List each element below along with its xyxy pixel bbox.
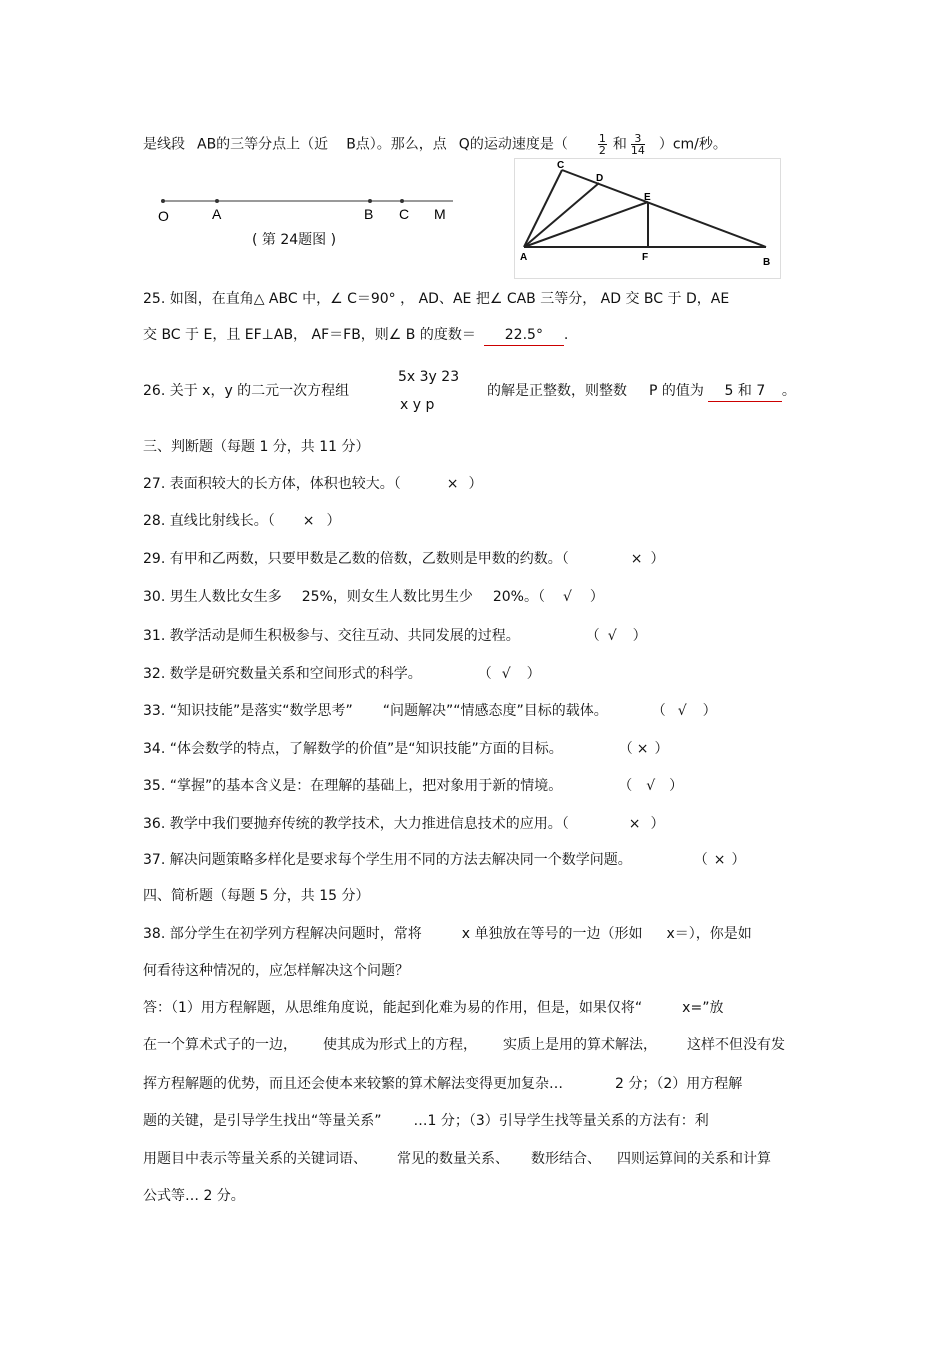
q28: 28. 直线比射线长。（ × ） bbox=[143, 513, 341, 529]
point-a bbox=[215, 199, 219, 203]
q36: 36. 教学中我们要抛弃传统的教学技术，大力推进信息技术的应用。（ × ） bbox=[143, 816, 665, 832]
label-e: E bbox=[644, 192, 651, 203]
q36-mark: × bbox=[628, 816, 641, 832]
section-3-heading: 三、判断题（每题 1 分，共 11 分） bbox=[143, 439, 370, 455]
section-4-heading: 四、简析题（每题 5 分，共 15 分） bbox=[143, 888, 370, 904]
q35-mark: √ bbox=[646, 778, 656, 794]
figure-25-triangle bbox=[514, 158, 782, 280]
label-m: M bbox=[434, 206, 446, 222]
q26-equation-2: x y p bbox=[400, 397, 435, 413]
q38-line2: 何看待这种情况的，应怎样解决这个问题？ bbox=[143, 963, 409, 979]
q34-mark: × bbox=[636, 741, 649, 757]
q30: 30. 男生人数比女生多 25%，则女生人数比男生少 20%。（ √ ） bbox=[143, 589, 604, 605]
q25-line1: 25. 如图，在直角△ ABC 中，∠ C＝90° ， AD、AE 把∠ CAB 三等分， AD 交 BC 于 D，AE bbox=[143, 291, 730, 307]
label-c: C bbox=[557, 160, 565, 171]
q33-mark: √ bbox=[677, 703, 687, 719]
q25-line2: 交 BC 于 E，且 EF⊥AB， AF＝FB，则∠ B 的度数＝ 22.5° . bbox=[143, 325, 568, 346]
point-o bbox=[161, 199, 165, 203]
q33: 33. “知识技能”是落实“数学思考” “问题解决”“情感态度”目标的载体。 （ √ ） bbox=[143, 703, 717, 719]
q37: 37. 解决问题策略多样化是要求每个学生用不同的方法去解决同一个数学问题。 （ × ） bbox=[143, 852, 746, 868]
q26-answer: 5 和 7 bbox=[708, 381, 782, 402]
q30-mark: √ bbox=[562, 589, 572, 605]
q32: 32. 数学是研究数量关系和空间形式的科学。 （ √ ） bbox=[143, 666, 541, 682]
point-b bbox=[368, 199, 372, 203]
label-a: A bbox=[212, 206, 222, 222]
q29-mark: × bbox=[630, 551, 643, 567]
q29: 29. 有甲和乙两数，只要甲数是乙数的倍数，乙数则是甲数的约数。（ × ） bbox=[143, 551, 665, 567]
point-c bbox=[400, 199, 404, 203]
label-b: B bbox=[763, 257, 771, 268]
q38-answer-line1: 答：（1）用方程解题，从思维角度说，能起到化难为易的作用，但是，如果仅将“ x=”放 bbox=[143, 1000, 724, 1016]
q26-equation-1: 5x 3y 23 bbox=[398, 369, 460, 385]
q38-answer-line2: 在一个算术式子的一边， 使其成为形式上的方程， 实质上是用的算术解法， 这样不但没有发 bbox=[143, 1037, 785, 1053]
q35: 35. “掌握”的基本含义是：在理解的基础上，把对象用于新的情境。 （ √ ） bbox=[143, 778, 684, 794]
q32-mark: √ bbox=[501, 666, 511, 682]
q31: 31. 教学活动是师生积极参与、交往互动、共同发展的过程。 （ √ ） bbox=[143, 628, 647, 644]
label-c: C bbox=[399, 206, 410, 222]
q38-answer-line4: 题的关键，是引导学生找出“等量关系” …1 分；（3）引导学生找等量关系的方法有：利 bbox=[143, 1113, 709, 1129]
q38-line1: 38. 部分学生在初学列方程解决问题时，常将 x 单独放在等号的一边（形如 x＝），你是如 bbox=[143, 926, 752, 942]
label-o: O bbox=[158, 208, 169, 224]
fraction-3-14: $\frac{3}{14}$ bbox=[630, 132, 645, 157]
q28-mark: × bbox=[302, 513, 315, 529]
q27-mark: × bbox=[446, 476, 459, 492]
q38-answer-line6: 公式等… 2 分。 bbox=[143, 1188, 245, 1204]
q37-mark: × bbox=[713, 852, 726, 868]
figure-24-segment bbox=[150, 190, 470, 230]
figure-24-caption: ( 第 24题图 ) bbox=[252, 232, 337, 248]
q24-continuation: 是线段 AB的三等分点上（近 B点）。那么，点 Q的运动速度是（ $\frac{1}{2}$ 和 $\frac{3}{14}$ ）cm/秒。 bbox=[143, 132, 727, 157]
q38-answer-line3: 挥方程解题的优势，而且还会使本来较繁的算术解法变得更加复杂… 2 分；（2）用方程解 bbox=[143, 1076, 743, 1092]
q26-text-b: 的解是正整数，则整数 P 的值为 5 和 7 。 bbox=[487, 381, 796, 402]
label-a: A bbox=[520, 252, 528, 263]
q38-answer-line5: 用题目中表示等量关系的关键词语、 常见的数量关系、 数形结合、 四则运算间的关系和计算 bbox=[143, 1151, 771, 1167]
q34: 34. “体会数学的特点，了解数学的价值”是“知识技能”方面的目标。 （ × ） bbox=[143, 741, 669, 757]
label-d: D bbox=[596, 173, 604, 184]
q26-text-a: 26. 关于 x，y 的二元一次方程组 bbox=[143, 383, 350, 399]
q31-mark: √ bbox=[607, 628, 617, 644]
label-f: F bbox=[642, 252, 649, 263]
q27: 27. 表面积较大的长方体，体积也较大。（ × ） bbox=[143, 476, 483, 492]
q25-answer: 22.5° bbox=[484, 325, 564, 346]
fraction-1-2: $\frac{1}{2}$ bbox=[598, 132, 606, 157]
label-b: B bbox=[364, 206, 374, 222]
